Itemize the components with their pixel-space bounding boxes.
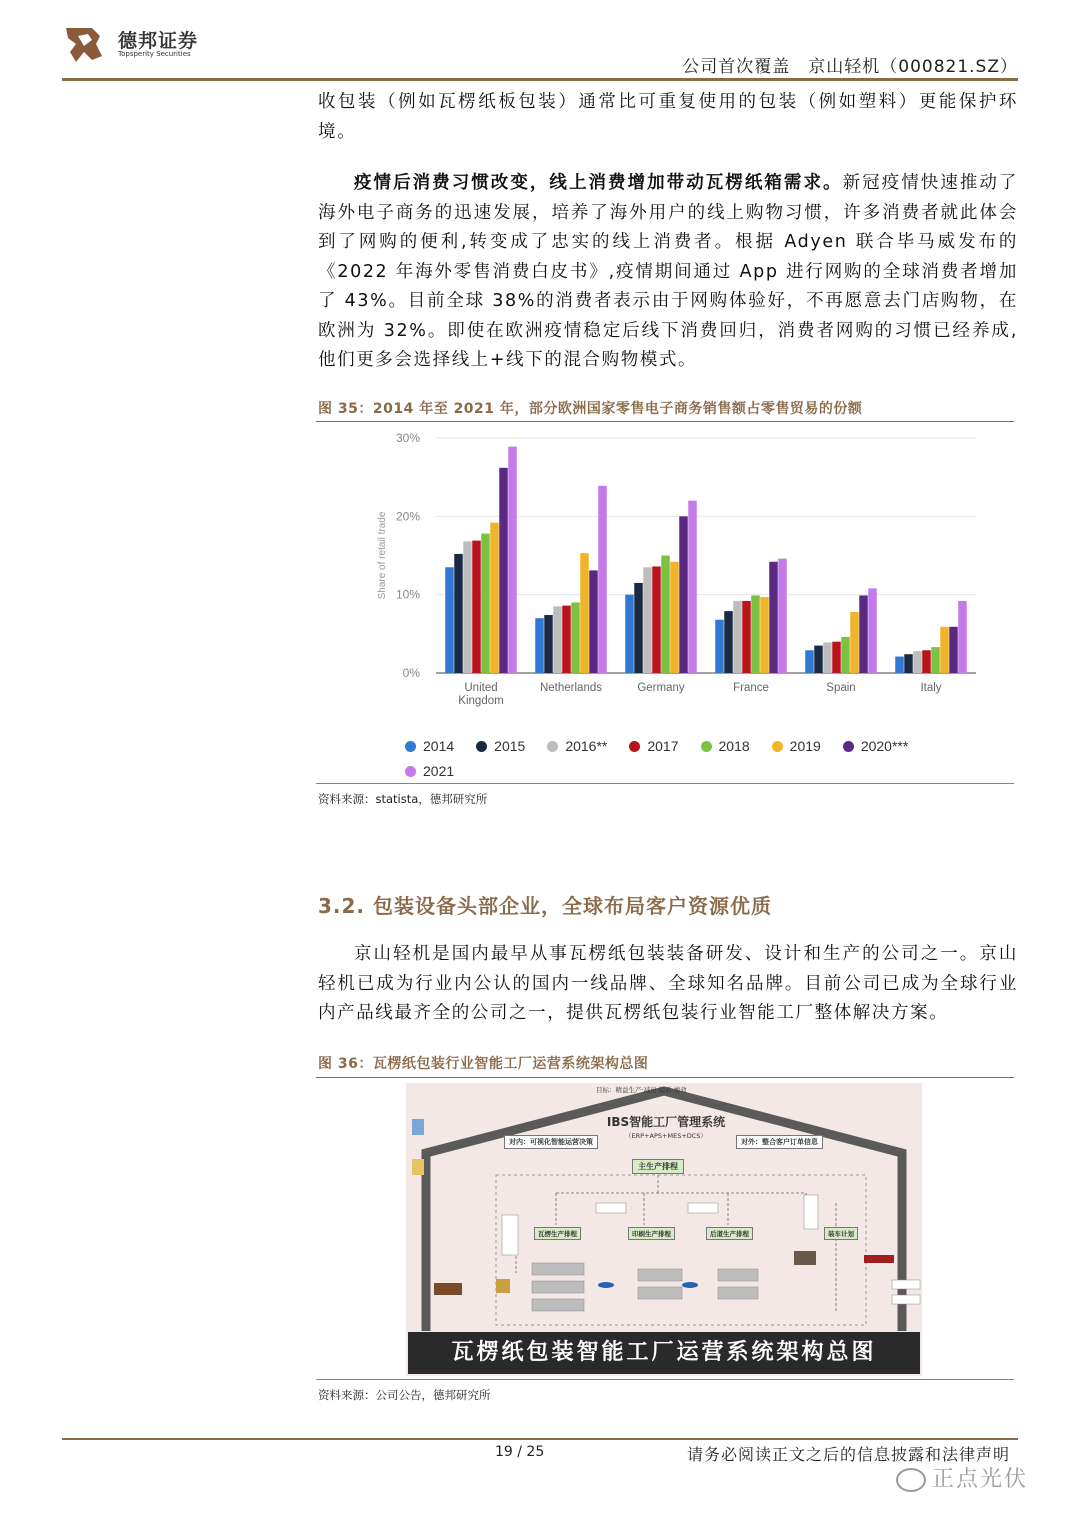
legend-dot-icon: [701, 741, 712, 752]
bar-2016-5: [913, 651, 922, 673]
paragraph-2-body: 新冠疫情快速推动了海外电子商务的迅速发展，培养了海外用户的线上购物习惯，许多消费者就此体会到了网购的便利,转变成了忠实的线上消费者。根据 Adyen 联合毕马威发布的《2022 年海外零售消费白皮书》,疫情期间通过 App 进行网购的全球消费者增加了 43%。目前全球 38%的消费者表示由于网购体验好，不再愿意去门店购物，在欧洲为 32%。即使在欧洲疫情稳定后线下消费回归，消费者网购的习惯已经养成,他们更多会选择线上+线下的混合购物模式。: [318, 173, 1018, 370]
bar-2019-2: [670, 562, 679, 673]
bar-2019-4: [850, 612, 859, 673]
bar-2018-0: [481, 534, 490, 673]
x-tick-label: Kingdom: [458, 695, 504, 707]
diagram-external-box: 对外：整合客户订单信息: [736, 1135, 823, 1149]
bar-2020-2: [679, 516, 688, 673]
diagram-master-schedule: 主生产排程: [632, 1159, 684, 1174]
diagram-module-1: 瓦楞生产排程: [534, 1227, 581, 1240]
bar-2017-0: [472, 541, 481, 673]
bar-2016-3: [733, 601, 742, 673]
legend-dot-icon: [405, 766, 416, 777]
legend-label: 2017: [647, 738, 679, 754]
figure-36-bottom-rule: [316, 1379, 1014, 1380]
y-tick-label: 30%: [395, 431, 420, 445]
legend-dot-icon: [476, 741, 487, 752]
bar-2020-0: [499, 468, 508, 673]
factory-architecture-diagram: [406, 1083, 922, 1376]
legend-dot-icon: [405, 741, 416, 752]
section-title: 3.2. 包装设备头部企业，全球布局客户资源优质: [318, 894, 772, 918]
bar-2015-3: [724, 611, 733, 673]
legend-item: [405, 763, 454, 779]
figure-36-source: 资料来源：公司公告，德邦研究所: [318, 1388, 491, 1402]
diagram-top-note: 目标：精益生产·减员·提质·增效: [596, 1086, 687, 1094]
y-tick-label: 0%: [402, 666, 420, 680]
bar-chart: [316, 425, 1016, 730]
diagram-internal-box: 对内：可视化智能运营决策: [504, 1135, 598, 1149]
header-divider: [62, 78, 1018, 81]
bar-2019-0: [490, 523, 499, 673]
legend-label: 2015: [494, 738, 526, 754]
robot-icon: [794, 1251, 816, 1265]
bar-2020-3: [769, 562, 778, 673]
diagram-module-3: 后道生产排程: [706, 1227, 753, 1240]
legend-item: [405, 738, 454, 754]
plot-area: [436, 438, 976, 673]
x-tick-label: Italy: [920, 682, 942, 694]
legend-label: 2020***: [860, 738, 909, 754]
bar-2017-2: [652, 566, 661, 673]
pallet-icon: [496, 1279, 510, 1293]
figure-35-title: 图 35：2014 年至 2021 年，部分欧洲国家零售电子商务销售额占零售贸易的份额: [318, 401, 863, 417]
report-header-title: 公司首次覆盖 京山轻机（000821.SZ）: [682, 57, 1018, 77]
logo-name-cn: 德邦证券: [118, 30, 199, 52]
bar-2021-1: [598, 486, 607, 673]
figure-35-bottom-rule: [316, 783, 1014, 784]
legend-item: [476, 738, 525, 754]
bar-2019-1: [580, 553, 589, 673]
figure-36-top-rule: [316, 1077, 1014, 1078]
diagram-system-title: IBS智能工厂管理系统: [606, 1115, 726, 1129]
bar-2015-1: [544, 615, 553, 673]
bar-2018-5: [931, 647, 940, 673]
x-tick-label: Spain: [826, 682, 856, 694]
bar-2014-0: [445, 567, 454, 673]
bar-2015-2: [634, 583, 643, 673]
bar-2017-5: [922, 650, 931, 673]
x-tick-label: France: [733, 682, 769, 694]
company-logo-icon: [62, 22, 106, 66]
bar-2017-3: [742, 601, 751, 673]
bar-2021-4: [868, 588, 877, 673]
bar-2015-5: [904, 654, 913, 673]
logo-name-en: Topsperity Securities: [118, 50, 191, 58]
order-doc-icon: [412, 1119, 424, 1135]
bar-2018-3: [751, 595, 760, 673]
paragraph-1: 收包装（例如瓦楞纸板包装）通常比可重复使用的包装（例如塑料）更能保护环境。: [318, 92, 1018, 142]
bar-2015-0: [454, 554, 463, 673]
chart-legend: [405, 738, 965, 788]
bar-2016-2: [643, 567, 652, 673]
y-axis-label: Share of retail trade: [377, 511, 388, 600]
legend-label: 2018: [718, 738, 750, 754]
bar-2021-3: [778, 559, 787, 673]
bar-2021-5: [958, 601, 967, 673]
legal-disclaimer: 请务必阅读正文之后的信息披露和法律声明: [686, 1445, 1010, 1464]
bar-2021-2: [688, 501, 697, 673]
y-tick-label: 20%: [395, 509, 420, 524]
figure-35-top-rule: [316, 421, 1014, 422]
legend-dot-icon: [843, 741, 854, 752]
legend-label: 2016**: [565, 738, 608, 754]
figure-36-title: 图 36：瓦楞纸包装行业智能工厂运营系统架构总图: [318, 1056, 649, 1072]
paragraph-3: 京山轻机是国内最早从事瓦楞纸包装装备研发、设计和生产的公司之一。京山轻机已成为行业内公认的国内一线品牌、全球知名品牌。目前公司已成为全球行业内产品线最齐全的公司之一，提供瓦楞纸包装行业智能工厂整体解决方案。: [318, 944, 1018, 1023]
legend-item: [843, 738, 909, 754]
order-info-icon: [412, 1159, 424, 1175]
x-tick-label: Netherlands: [539, 682, 603, 694]
bar-2014-2: [625, 595, 634, 673]
legend-label: 2021: [423, 763, 455, 779]
legend-item: [701, 738, 750, 754]
legend-item: [547, 738, 607, 754]
bar-2015-4: [814, 646, 823, 673]
footer-divider: [62, 1438, 1018, 1440]
bar-2017-4: [832, 642, 841, 673]
paragraph-2: [318, 169, 1018, 376]
bar-2019-5: [940, 627, 949, 673]
bar-2014-1: [535, 618, 544, 673]
legend-label: 2014: [423, 738, 455, 754]
diagram-banner: 瓦楞纸包装智能工厂运营系统架构总图: [408, 1332, 920, 1374]
bar-2020-1: [589, 570, 598, 673]
legend-label: 2019: [789, 738, 821, 754]
bar-2014-4: [805, 650, 814, 673]
diagram-module-4: 装车计划: [824, 1227, 858, 1240]
bar-2016-4: [823, 642, 832, 673]
bar-2018-2: [661, 556, 670, 674]
y-tick-label: 10%: [395, 587, 420, 602]
diagram-module-2: 印刷生产排程: [628, 1227, 675, 1240]
legend-dot-icon: [629, 741, 640, 752]
page-number: 19 / 25: [495, 1444, 545, 1460]
bar-2016-1: [553, 606, 562, 673]
bar-2014-3: [715, 620, 724, 673]
delivery-truck-icon: [864, 1255, 894, 1263]
bar-2018-1: [571, 603, 580, 674]
bar-2017-1: [562, 606, 571, 673]
x-tick-label: United: [464, 682, 498, 694]
bar-2021-0: [508, 447, 517, 673]
legend-dot-icon: [547, 741, 558, 752]
bar-2016-0: [463, 541, 472, 673]
diagram-system-sub: （ERP+APS+MES+DCS）: [625, 1132, 707, 1140]
wechat-icon: [896, 1468, 926, 1492]
legend-dot-icon: [772, 741, 783, 752]
bar-2014-5: [895, 657, 904, 673]
figure-35-source: 资料来源：statista，德邦研究所: [318, 792, 488, 806]
bar-2020-5: [949, 627, 958, 673]
bar-2019-3: [760, 597, 769, 673]
bar-2018-4: [841, 637, 850, 673]
truck-icon: [434, 1283, 462, 1295]
paragraph-2-lead: 疫情后消费习惯改变，线上消费增加带动瓦楞纸箱需求。: [354, 173, 843, 193]
watermark-text: 正点光伏: [932, 1467, 1029, 1492]
bar-2020-4: [859, 595, 868, 673]
legend-item: [772, 738, 821, 754]
watermark: [896, 1462, 1028, 1493]
x-tick-label: Germany: [637, 682, 685, 694]
legend-item: [629, 738, 678, 754]
